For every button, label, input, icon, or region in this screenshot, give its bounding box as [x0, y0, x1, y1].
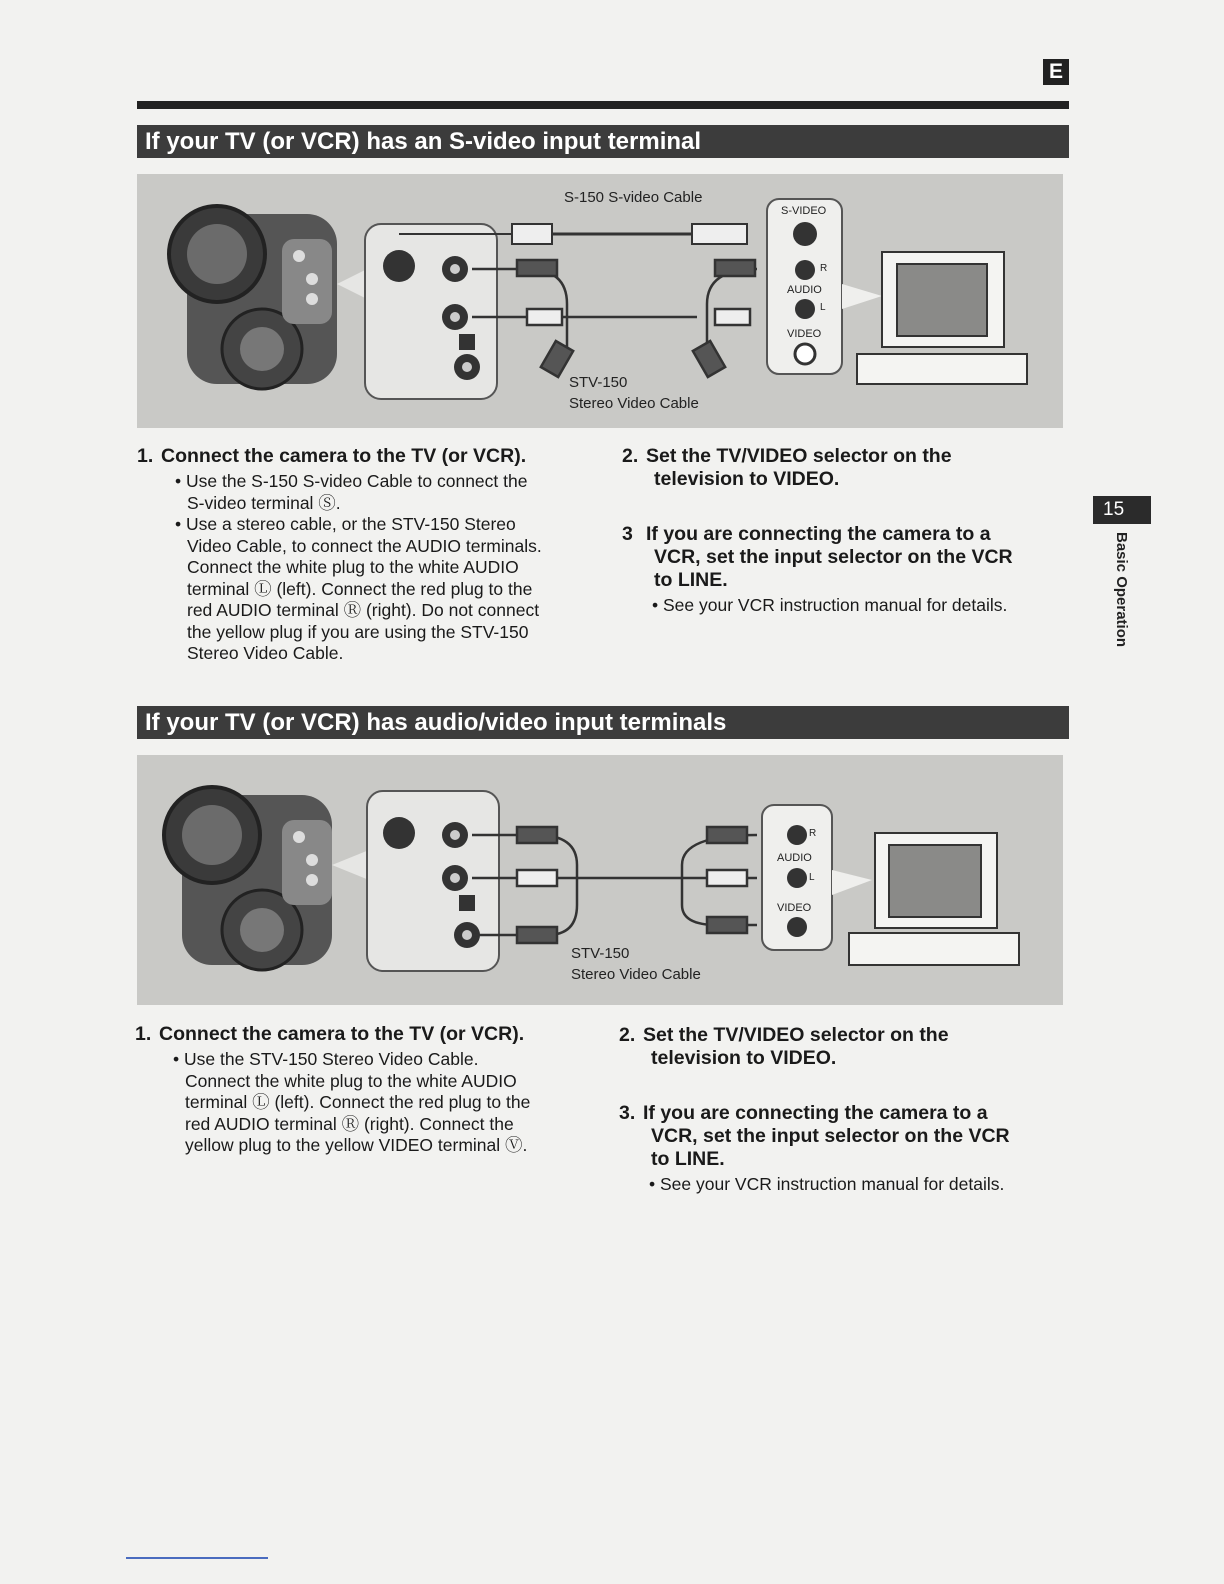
top-rule [137, 101, 1069, 109]
tv-vcr-icon [857, 252, 1027, 384]
left-channel-label: L [809, 872, 815, 883]
video-terminal-label: VIDEO [787, 328, 822, 340]
section1-step3: 3 If you are connecting the camera to a VCR, set the input selector on the VCR to LINE. • See your VCR instruction manual for details. [622, 523, 1013, 615]
section1-step2: 2. Set the TV/VIDEO selector on the television to VIDEO. [622, 445, 952, 490]
audio-terminal-label: AUDIO [777, 852, 812, 864]
stereo-cable-name-label: Stereo Video Cable [571, 966, 701, 983]
stereo-cable-name-label: Stereo Video Cable [569, 395, 699, 412]
stereo-video-cable [472, 260, 757, 377]
svideo-connection-diagram [137, 174, 1063, 428]
language-badge: E [1043, 59, 1069, 85]
right-channel-label: R [820, 263, 828, 274]
page-number-tab: 15 [1093, 496, 1151, 524]
stereo-cable-model-label: STV-150 [571, 945, 630, 962]
audio-terminal-label: AUDIO [787, 284, 822, 296]
section1-step1: 1. Connect the camera to the TV (or VCR). • Use the S-150 S-video Cable to connect the S-video terminal Ⓢ. • Use a stereo cable, or the STV-150 Stereo Video Cable, to connect the AUDIO terminals. Connect the white plug to the white AUDIO terminal Ⓛ (left). Connect the red plug to the red AUDIO terminal Ⓡ (right). Do not connect the yellow plug if you are using the STV-150 Stereo Video Cable. [137, 445, 542, 663]
svideo-terminal-label: S-VIDEO [781, 205, 827, 217]
section2-step3: 3. If you are connecting the camera to a VCR, set the input selector on the VCR to LINE. • See your VCR instruction manual for details. [619, 1102, 1010, 1194]
stereo-cable-model-label: STV-150 [569, 374, 628, 391]
section2-step2: 2. Set the TV/VIDEO selector on the television to VIDEO. [619, 1024, 949, 1069]
bottom-rule [126, 1557, 268, 1559]
camcorder-icon [164, 787, 332, 970]
right-channel-label: R [809, 828, 817, 839]
stereo-video-cable [472, 827, 757, 943]
section2-step1: 1. Connect the camera to the TV (or VCR). • Use the STV-150 Stereo Video Cable. Connect the white plug to the white AUDIO terminal Ⓛ (left). Connect the red plug to the red AUDIO terminal Ⓡ (right). Connect the yellow plug to the yellow VIDEO terminal Ⓥ. [135, 1023, 531, 1155]
video-terminal-label: VIDEO [777, 902, 812, 914]
section-header-svideo: If your TV (or VCR) has an S-video input terminal [137, 125, 1069, 158]
chapter-label: Basic Operation [1113, 532, 1130, 648]
camera-terminal-closeup [367, 791, 499, 971]
camcorder-icon [169, 206, 337, 389]
tv-vcr-icon [849, 833, 1019, 965]
section-header-av: If your TV (or VCR) has audio/video input terminals [137, 706, 1069, 739]
av-connection-diagram [137, 755, 1063, 1005]
left-channel-label: L [820, 302, 826, 313]
svideo-cable-label: S-150 S-video Cable [564, 189, 703, 206]
